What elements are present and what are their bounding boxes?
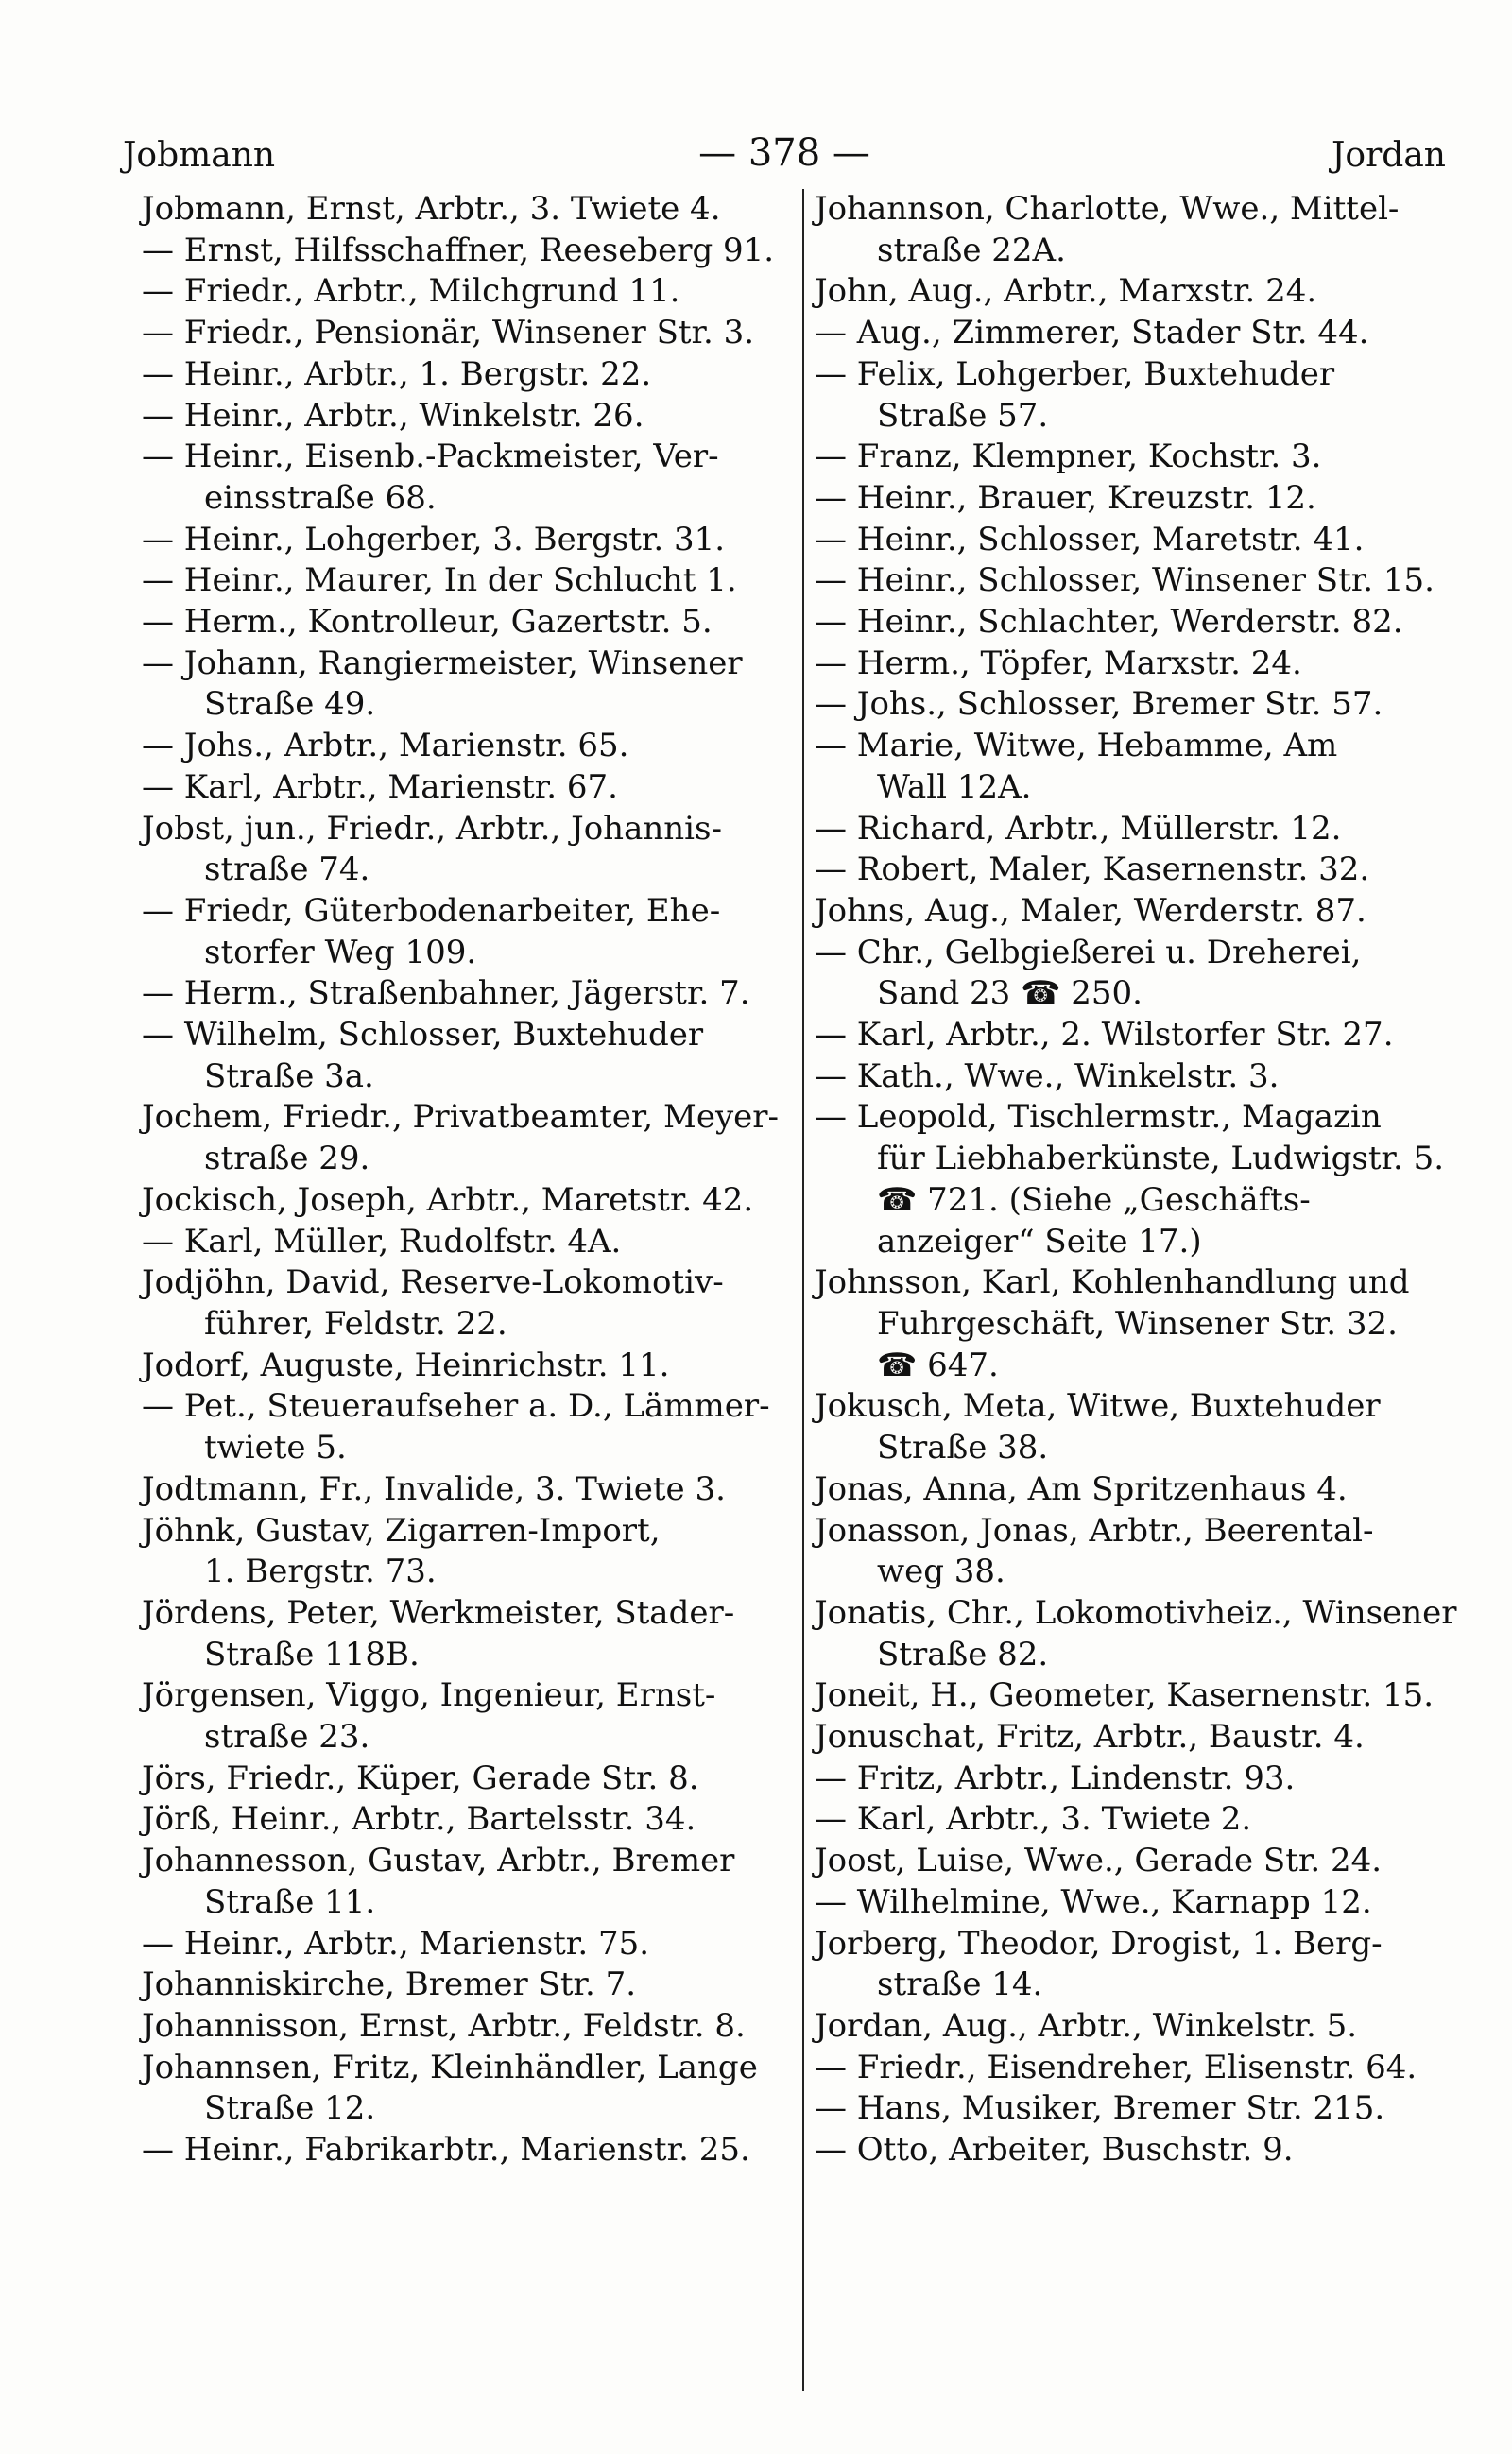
entry-line: — Friedr, Güterbodenarbeiter, Ehe- [142, 891, 721, 930]
entry-continuation-line: Straße 3a. [204, 1056, 374, 1095]
entry-line: — Leopold, Tischlermstr., Magazin [815, 1098, 1382, 1137]
entry-line: Jodjöhn, David, Reserve-Lokomotiv- [142, 1263, 724, 1302]
directory-entry [142, 1799, 794, 1841]
directory-entry [815, 1511, 1476, 1593]
directory-entry [815, 1262, 1476, 1386]
entry-line: Jördens, Peter, Werkmeister, Stader- [142, 1593, 735, 1632]
entry-line: — Karl, Müller, Rudolfstr. 4A. [142, 1222, 622, 1261]
entry-line: Johnsson, Karl, Kohlenhandlung und [815, 1263, 1410, 1302]
directory-entry [815, 189, 1476, 271]
directory-entry [142, 726, 794, 767]
entry-line: — Johs., Arbtr., Marienstr. 65. [142, 727, 629, 765]
directory-entry [142, 271, 794, 313]
entry-continuation-line: Wall 12A. [877, 767, 1032, 806]
entry-line: — Friedr., Eisendreher, Elisenstr. 64. [815, 2048, 1418, 2086]
directory-entry [142, 2048, 794, 2130]
entry-line: — Friedr., Arbtr., Milchgrund 11. [142, 272, 680, 311]
entry-continuation-line: Straße 118B. [204, 1635, 420, 1673]
directory-entry [142, 1593, 794, 1675]
directory-entry [815, 891, 1476, 933]
entry-continuation-line: Straße 11. [204, 1882, 376, 1921]
directory-entry [142, 396, 794, 438]
entry-line: — Karl, Arbtr., 2. Wilstorfer Str. 27. [815, 1016, 1394, 1055]
entry-line: — Heinr., Schlosser, Maretstr. 41. [815, 520, 1365, 558]
directory-entry [142, 1346, 794, 1387]
entry-line: — Karl, Arbtr., 3. Twiete 2. [815, 1800, 1252, 1839]
page-header [123, 99, 1446, 175]
entry-line: — Fritz, Arbtr., Lindenstr. 93. [815, 1759, 1296, 1797]
directory-entry [815, 1799, 1476, 1841]
entry-continuation-line: führer, Feldstr. 22. [204, 1304, 507, 1343]
entry-continuation-line: Straße 82. [877, 1635, 1049, 1673]
entry-line: — Franz, Klempner, Kochstr. 3. [815, 438, 1322, 476]
entry-line: Jörß, Heinr., Arbtr., Bartelsstr. 34. [142, 1800, 696, 1839]
directory-entry [815, 602, 1476, 644]
entry-line: — Wilhelm, Schlosser, Buxtehuder [142, 1016, 704, 1055]
directory-entry [142, 1469, 794, 1511]
entry-line: Joost, Luise, Wwe., Gerade Str. 24. [815, 1842, 1383, 1880]
entry-continuation-line: Straße 57. [877, 396, 1049, 435]
directory-entry [142, 437, 794, 519]
entry-line: — Heinr., Arbtr., Marienstr. 75. [142, 1924, 650, 1963]
entry-line: John, Aug., Arbtr., Marxstr. 24. [815, 272, 1317, 311]
directory-entry [142, 354, 794, 396]
entry-line: — Herm., Straßenbahner, Jägerstr. 7. [142, 974, 750, 1013]
directory-entry [142, 1965, 794, 2006]
directory-entry [142, 560, 794, 602]
entry-line: Jonasson, Jonas, Arbtr., Beerental- [815, 1511, 1374, 1550]
entry-line: Jorberg, Theodor, Drogist, 1. Berg- [815, 1924, 1383, 1963]
directory-entry [815, 2006, 1476, 2048]
entry-continuation-line: anzeiger“ Seite 17.) [877, 1222, 1202, 1261]
directory-entry [142, 520, 794, 561]
directory-entry [815, 933, 1476, 1015]
entry-line: — Heinr., Eisenb.-Packmeister, Ver- [142, 438, 719, 476]
entry-line: Jordan, Aug., Arbtr., Winkelstr. 5. [815, 2006, 1358, 2045]
directory-entry [142, 1015, 794, 1097]
directory-entry [815, 726, 1476, 808]
entry-continuation-line: Sand 23 ☎ 250. [877, 974, 1143, 1013]
directory-entry [142, 1759, 794, 1800]
entry-line: Jockisch, Joseph, Arbtr., Maretstr. 42. [142, 1180, 754, 1219]
directory-entry [815, 437, 1476, 478]
entry-line: Johannson, Charlotte, Wwe., Mittel- [815, 190, 1400, 228]
entry-line: Johannisson, Ernst, Arbtr., Feldstr. 8. [142, 2006, 746, 2045]
header-right-keyword: Jordan [1331, 136, 1446, 175]
entry-line: Jonas, Anna, Am Spritzenhaus 4. [815, 1469, 1348, 1508]
directory-entry [142, 767, 794, 809]
entry-continuation-line: für Liebhaberkünste, Ludwigstr. 5. [877, 1140, 1445, 1178]
entry-line: Johannesson, Gustav, Arbtr., Bremer [142, 1842, 735, 1880]
entry-line: — Aug., Zimmerer, Stader Str. 44. [815, 314, 1369, 352]
entry-line: Jodtmann, Fr., Invalide, 3. Twiete 3. [142, 1469, 726, 1508]
directory-entry [815, 354, 1476, 437]
entry-line: Johanniskirche, Bremer Str. 7. [142, 1965, 637, 2004]
directory-entry [815, 1015, 1476, 1056]
directory-entry [815, 1841, 1476, 1882]
directory-entry [815, 1924, 1476, 2006]
directory-entry [815, 1882, 1476, 1924]
entry-line: — Heinr., Schlachter, Werderstr. 82. [815, 603, 1403, 642]
directory-entry [142, 1262, 794, 1345]
entry-continuation-line: Straße 12. [204, 2089, 376, 2128]
directory-entry [142, 1386, 794, 1468]
directory-entry [815, 1097, 1476, 1262]
entry-line: Jodorf, Auguste, Heinrichstr. 11. [142, 1346, 670, 1384]
entry-line: Johns, Aug., Maler, Werderstr. 87. [815, 891, 1366, 930]
directory-entry [815, 1469, 1476, 1511]
entry-line: Jonatis, Chr., Lokomotivheiz., Winsener [815, 1593, 1457, 1632]
entry-line: — Heinr., Brauer, Kreuzstr. 12. [815, 478, 1316, 517]
directory-entry [142, 2006, 794, 2048]
directory-entry [142, 891, 794, 973]
entry-line: — Marie, Witwe, Hebamme, Am [815, 727, 1338, 765]
directory-entry [142, 1180, 794, 1222]
directory-entry [142, 1511, 794, 1593]
entry-continuation-line: Straße 49. [204, 685, 376, 724]
entry-continuation-line: straße 14. [877, 1965, 1043, 2004]
entry-continuation-line: einsstraße 68. [204, 478, 437, 517]
entry-continuation-line: weg 38. [877, 1553, 1005, 1591]
entry-line: — Herm., Töpfer, Marxstr. 24. [815, 644, 1302, 682]
directory-entry [815, 644, 1476, 685]
entry-continuation-line: 1. Bergstr. 73. [204, 1553, 437, 1591]
entry-line: Jörgensen, Viggo, Ingenieur, Ernst- [142, 1676, 716, 1715]
entry-line: — Wilhelmine, Wwe., Karnapp 12. [815, 1882, 1372, 1921]
directory-entry [815, 2088, 1476, 2130]
entry-line: Jobst, jun., Friedr., Arbtr., Johannis- [142, 809, 722, 848]
entry-line: — Heinr., Maurer, In der Schlucht 1. [142, 561, 737, 600]
entry-line: — Herm., Kontrolleur, Gazertstr. 5. [142, 603, 713, 642]
directory-entry [142, 1924, 794, 1965]
directory-entry [815, 684, 1476, 726]
directory-entry [142, 973, 794, 1015]
directory-entry [815, 1759, 1476, 1800]
entry-line: — Kath., Wwe., Winkelstr. 3. [815, 1056, 1280, 1095]
directory-entry [815, 1386, 1476, 1468]
entry-continuation-line: straße 29. [204, 1140, 370, 1178]
entry-line: — Johs., Schlosser, Bremer Str. 57. [815, 685, 1383, 724]
entry-line: — Heinr., Arbtr., Winkelstr. 26. [142, 396, 644, 435]
directory-entry [142, 1675, 794, 1758]
directory-entry [142, 2130, 794, 2171]
directory-entry [815, 1675, 1476, 1717]
header-left-keyword: Jobmann [123, 136, 276, 175]
directory-entry [142, 313, 794, 354]
directory-entry [142, 1097, 794, 1179]
entry-line: — Chr., Gelbgießerei u. Dreherei, [815, 933, 1362, 971]
directory-entry [815, 809, 1476, 850]
directory-entry [815, 560, 1476, 602]
entry-line: — Robert, Maler, Kasernenstr. 32. [815, 850, 1370, 889]
entry-line: — Johann, Rangiermeister, Winsener [142, 644, 743, 682]
entry-line: Joneit, H., Geometer, Kasernenstr. 15. [815, 1676, 1435, 1715]
entry-continuation-line: twiete 5. [204, 1429, 347, 1467]
directory-entry [142, 1841, 794, 1923]
entry-line: — Otto, Arbeiter, Buschstr. 9. [815, 2131, 1294, 2170]
entry-line: — Heinr., Arbtr., 1. Bergstr. 22. [142, 354, 652, 393]
directory-entry [815, 271, 1476, 313]
entry-line: Johannsen, Fritz, Kleinhändler, Lange [142, 2048, 758, 2086]
entry-line: — Karl, Arbtr., Marienstr. 67. [142, 767, 618, 806]
directory-entry [142, 644, 794, 726]
entry-line: — Richard, Arbtr., Müllerstr. 12. [815, 809, 1342, 848]
entry-continuation-line: ☎ 721. (Siehe „Geschäfts- [877, 1180, 1311, 1219]
entry-line: Jörs, Friedr., Küper, Gerade Str. 8. [142, 1759, 699, 1797]
left-column [142, 189, 794, 2171]
entry-line: — Ernst, Hilfsschaffner, Reeseberg 91. [142, 231, 775, 269]
directory-entry [142, 1222, 794, 1263]
entry-line: — Heinr., Fabrikarbtr., Marienstr. 25. [142, 2131, 750, 2170]
directory-entry [815, 2048, 1476, 2089]
entry-line: — Felix, Lohgerber, Buxtehuder [815, 354, 1335, 393]
entry-line: Jöhnk, Gustav, Zigarren-Import, [142, 1511, 661, 1550]
directory-entry [815, 1717, 1476, 1759]
directory-entry [815, 849, 1476, 891]
directory-entry [815, 478, 1476, 520]
entry-line: Jobmann, Ernst, Arbtr., 3. Twiete 4. [142, 190, 721, 228]
entry-continuation-line: straße 74. [204, 850, 370, 889]
entry-continuation-line: Fuhrgeschäft, Winsener Str. 32. [877, 1304, 1398, 1343]
directory-entry [142, 602, 794, 644]
directory-entry [815, 1056, 1476, 1098]
entry-continuation-line: straße 23. [204, 1718, 370, 1757]
directory-entry [142, 231, 794, 272]
entry-continuation-line: ☎ 647. [877, 1346, 999, 1384]
directory-entry [142, 189, 794, 231]
column-divider [802, 189, 804, 2391]
right-column [815, 189, 1476, 2171]
entry-line: — Heinr., Lohgerber, 3. Bergstr. 31. [142, 520, 726, 558]
entry-line: — Heinr., Schlosser, Winsener Str. 15. [815, 561, 1435, 600]
entry-line: — Pet., Steueraufseher a. D., Lämmer- [142, 1387, 770, 1426]
entry-continuation-line: straße 22A. [877, 231, 1066, 269]
entry-line: — Friedr., Pensionär, Winsener Str. 3. [142, 314, 755, 352]
entry-line: Jochem, Friedr., Privatbeamter, Meyer- [142, 1098, 780, 1137]
entry-continuation-line: storfer Weg 109. [204, 933, 477, 971]
directory-entry [815, 520, 1476, 561]
directory-entry [815, 1593, 1476, 1675]
directory-entry [815, 313, 1476, 354]
page-number: — 378 — [698, 131, 870, 175]
entry-line: — Hans, Musiker, Bremer Str. 215. [815, 2089, 1385, 2128]
entry-continuation-line: Straße 38. [877, 1429, 1049, 1467]
directory-entry [815, 2130, 1476, 2171]
directory-entry [142, 809, 794, 891]
entry-line: Jonuschat, Fritz, Arbtr., Baustr. 4. [815, 1718, 1365, 1757]
entry-line: Jokusch, Meta, Witwe, Buxtehuder [815, 1387, 1381, 1426]
